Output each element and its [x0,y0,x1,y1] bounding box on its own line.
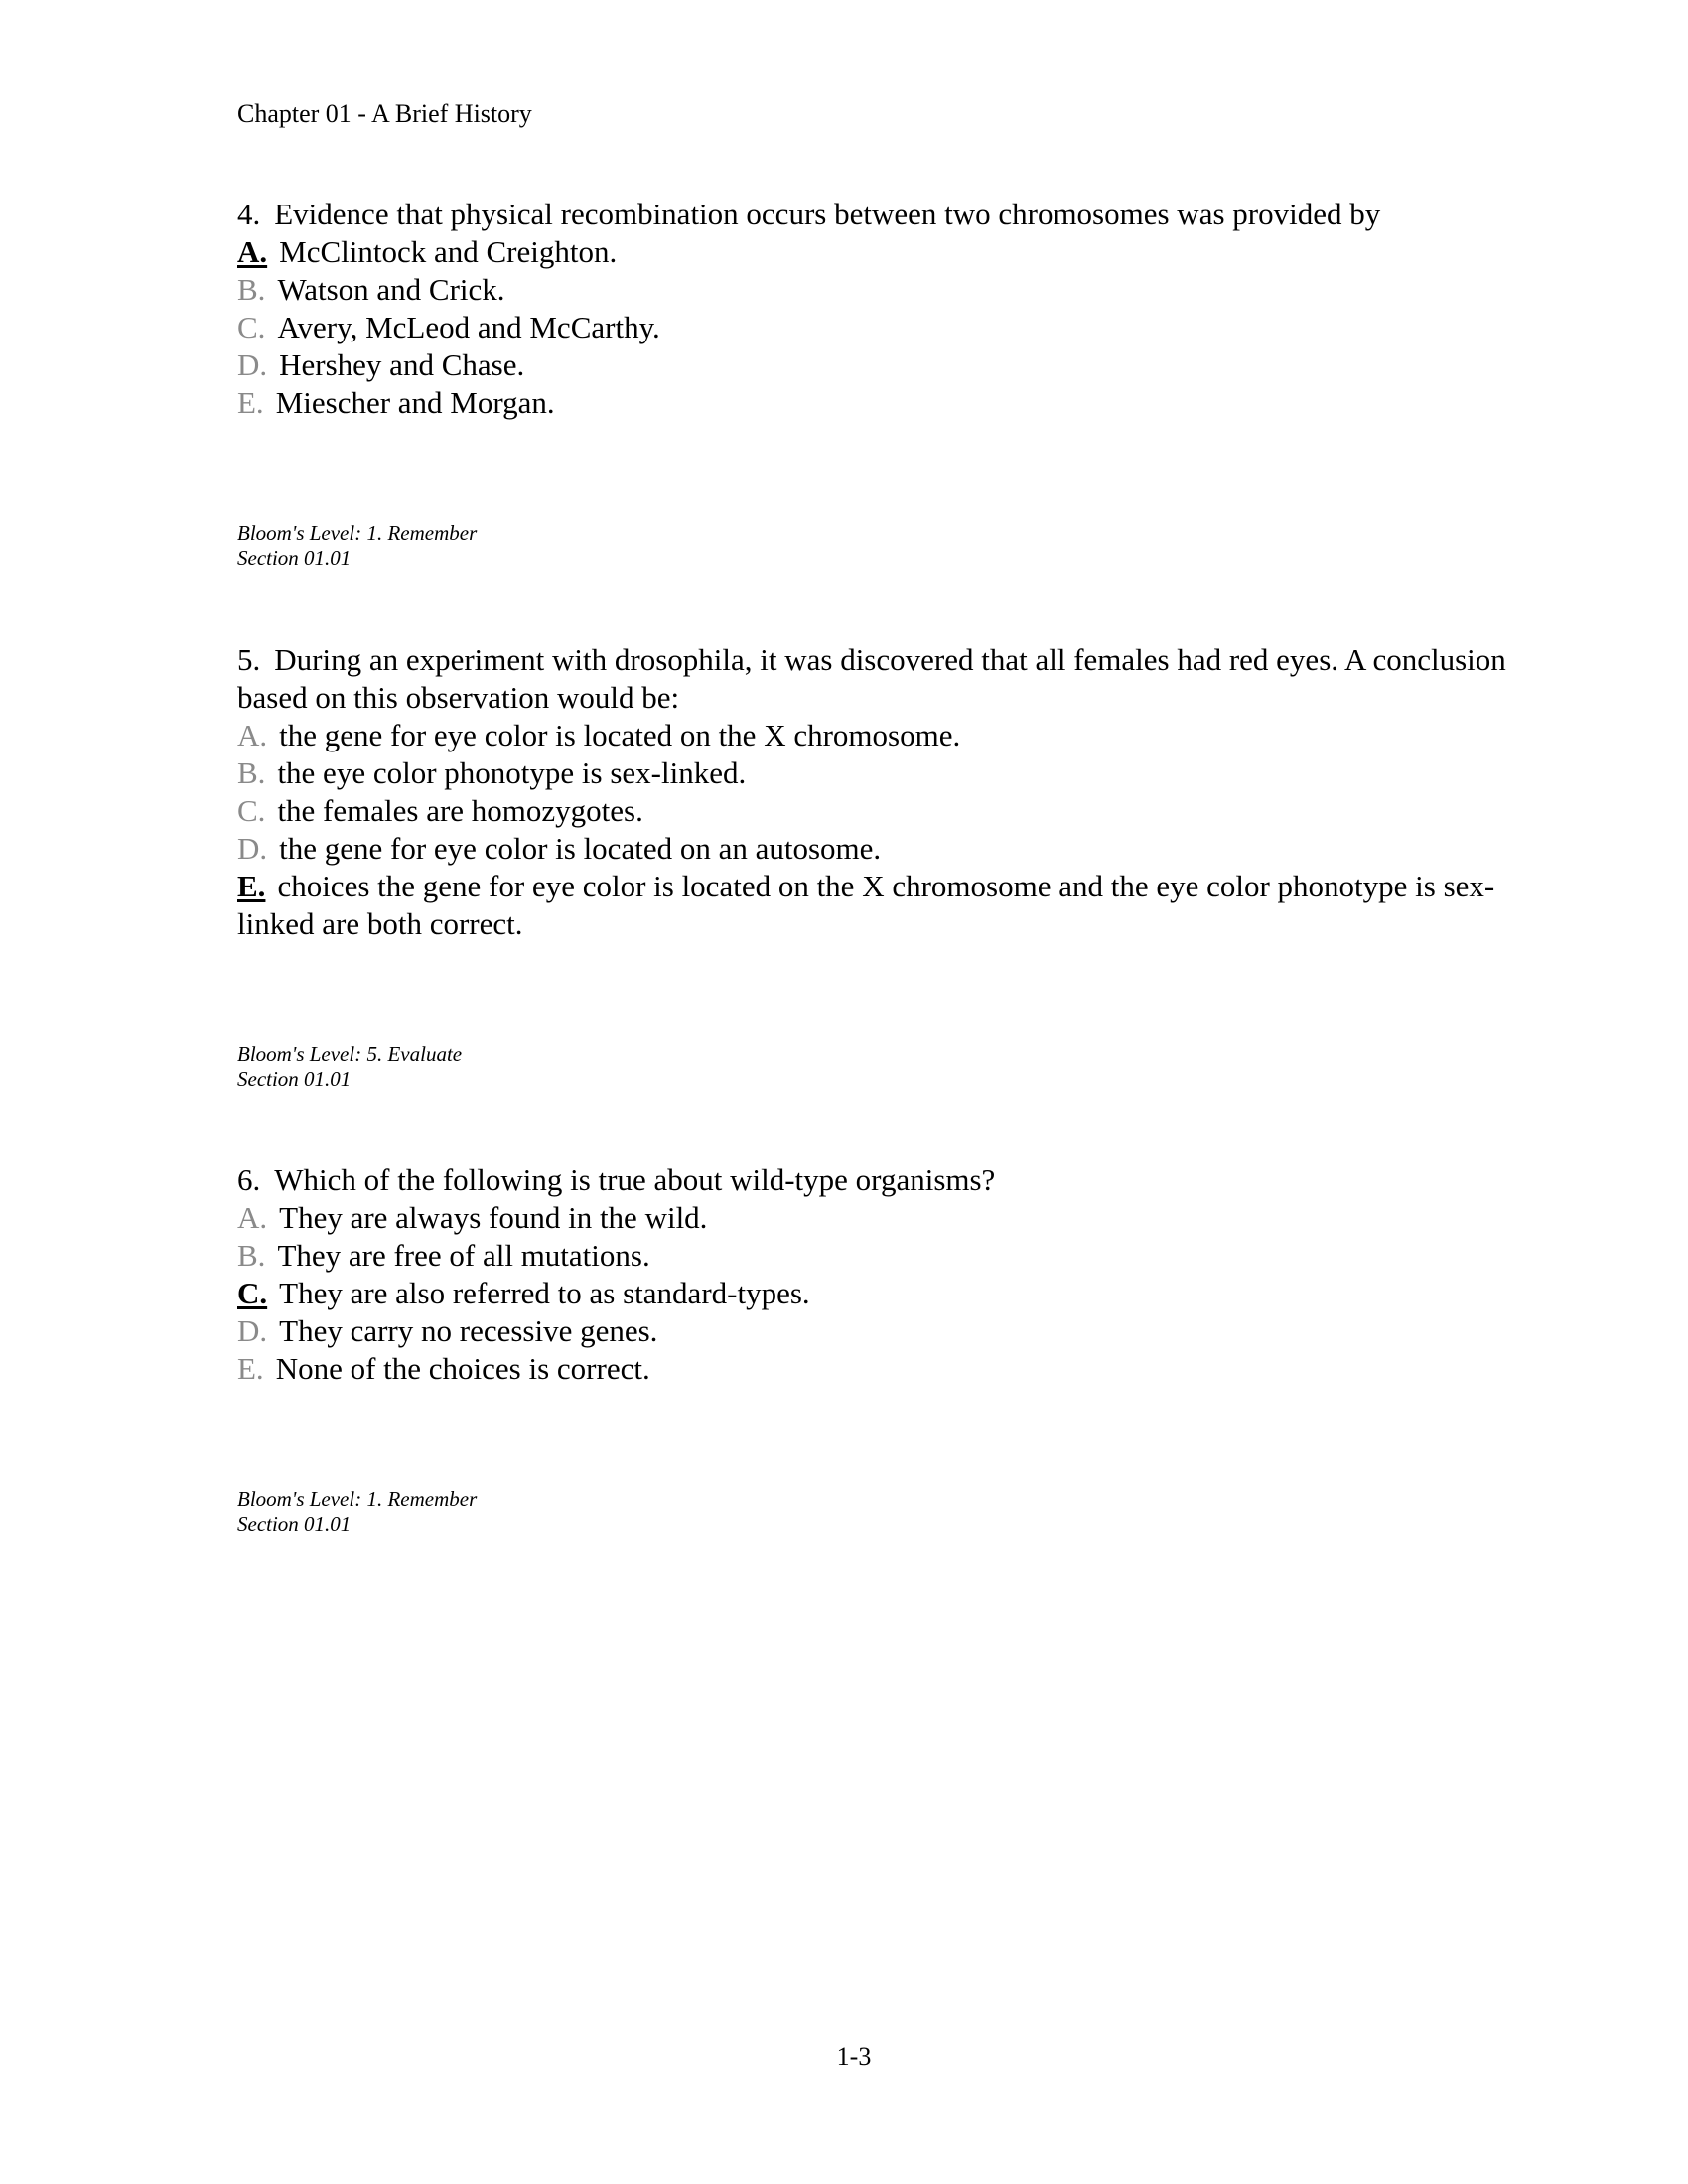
question-text: Which of the following is true about wild-type organisms? [274,1162,996,1197]
page-header: Chapter 01 - A Brief History [237,99,532,128]
choice-letter: C. [237,793,266,828]
choice-b [237,1237,1508,1275]
choice-text: Miescher and Morgan. [275,385,555,420]
choice-text: They are also referred to as standard-types. [279,1276,810,1310]
choice-letter: B. [237,272,266,307]
choice-text: Watson and Crick. [277,272,505,307]
choice-a [237,1199,1508,1237]
choice-e [237,1350,1508,1388]
question-6 [237,1161,1508,1388]
choice-text: They are always found in the wild. [279,1200,708,1235]
choice-text: None of the choices is correct. [275,1351,650,1386]
section-label: Section 01.01 [237,1067,352,1091]
choice-letter-correct: A. [237,234,268,269]
choice-letter: B. [237,755,266,790]
choice-c [237,792,1508,830]
question-stem [237,641,1508,717]
choice-letter: E. [237,1351,264,1386]
question-stem [237,1161,1508,1199]
choice-text: choices the gene for eye color is located on the X chromosome and the eye color phonotype is sex-linked are both correct. [237,869,1495,941]
choice-b [237,754,1508,792]
choice-c [237,1275,1508,1312]
choice-text: McClintock and Creighton. [279,234,618,269]
choice-text: Hershey and Chase. [279,347,525,382]
question-6-meta [237,1487,477,1537]
choice-letter: A. [237,1200,268,1235]
choice-e [237,868,1508,943]
question-number: 6. [237,1162,261,1197]
choice-text: Avery, McLeod and McCarthy. [277,310,660,344]
question-4 [237,196,1508,422]
choice-text: the eye color phonotype is sex-linked. [277,755,747,790]
choice-text: They carry no recessive genes. [279,1313,658,1348]
choice-c [237,309,1508,346]
page-number: 1-3 [836,2042,872,2071]
choice-letter: D. [237,347,268,382]
choice-letter: D. [237,831,268,866]
choice-letter: C. [237,310,266,344]
choice-b [237,271,1508,309]
question-number: 4. [237,197,261,231]
choice-text: the gene for eye color is located on an autosome. [279,831,882,866]
choice-letter-correct: E. [237,869,266,903]
choice-a [237,717,1508,754]
choice-e [237,384,1508,422]
question-text: During an experiment with drosophila, it was discovered that all females had red eyes. A conclusion based on this observation would be: [237,642,1506,715]
choice-letter: E. [237,385,264,420]
question-5-meta [237,1042,462,1092]
choice-letter: D. [237,1313,268,1348]
choice-text: They are free of all mutations. [277,1238,650,1273]
blooms-level: Bloom's Level: 5. Evaluate [237,1042,463,1066]
choice-letter-correct: C. [237,1276,268,1310]
section-label: Section 01.01 [237,546,352,570]
choice-d [237,346,1508,384]
question-text: Evidence that physical recombination occurs between two chromosomes was provided by [274,197,1381,231]
question-number: 5. [237,642,261,677]
choice-d [237,1312,1508,1350]
blooms-level: Bloom's Level: 1. Remember [237,521,478,545]
choice-letter: A. [237,718,268,752]
choice-d [237,830,1508,868]
choice-text: the females are homozygotes. [277,793,643,828]
blooms-level: Bloom's Level: 1. Remember [237,1487,478,1511]
choice-letter: B. [237,1238,266,1273]
choice-text: the gene for eye color is located on the X chromosome. [279,718,961,752]
question-4-meta [237,521,477,571]
choice-a [237,233,1508,271]
question-stem [237,196,1508,233]
question-5 [237,641,1508,943]
section-label: Section 01.01 [237,1512,352,1536]
